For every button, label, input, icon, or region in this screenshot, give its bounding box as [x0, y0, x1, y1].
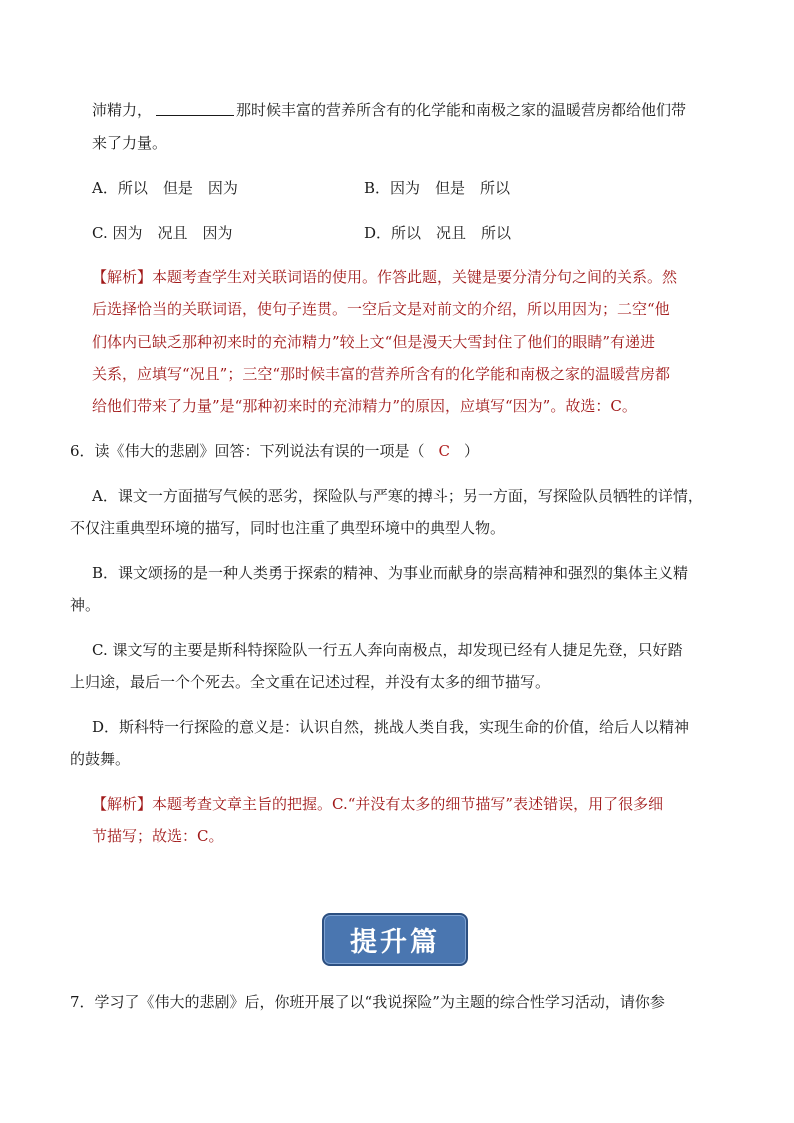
analysis-tag: 【解析】	[92, 795, 153, 813]
q5-option-c: C. 因为 况且 因为	[92, 224, 233, 242]
q5-stem-line-2: 来了力量。	[92, 134, 168, 152]
q5-option-d: D．所以 况且 所以	[364, 224, 512, 242]
q5-stem-line-1	[92, 99, 686, 121]
q6-answer: C	[438, 442, 451, 460]
q6-option-a-line-1: A．课文一方面描写气候的恶劣，探险队与严寒的搏斗；另一方面，写探险队员牺牲的详情，	[92, 487, 703, 505]
q5-analysis-text-1: 本题考查学生对关联词语的使用。作答此题，关键是要分清分句之间的关系。然	[152, 268, 678, 286]
q6-option-d-line-1: D．斯科特一行探险的意义是：认识自然，挑战人类自我，实现生命的价值，给后人以精神	[92, 718, 690, 736]
analysis-tag: 【解析】	[92, 268, 153, 286]
section-banner-label: 提升篇	[350, 927, 440, 958]
q5-analysis-line-1	[92, 266, 677, 288]
q6-option-c-line-1: C. 课文写的主要是斯科特探险队一行五人奔向南极点，却发现已经有人捷足先登，只好踏	[92, 641, 683, 659]
q7-stem-line-1: 7．学习了《伟大的悲剧》后，你班开展了以“我说探险”为主题的综合性学习活动，请你参	[70, 993, 665, 1011]
q5-analysis-line-5: 给他们带来了力量”是“那种初来时的充沛精力”的原因，应填写“因为”。故选：C。	[92, 397, 637, 415]
q6-stem	[70, 440, 479, 462]
q5-stem-rest: 那时候丰富的营养所含有的化学能和南极之家的温暖营房都给他们带	[236, 101, 687, 119]
q5-stem-start: 沛精力，	[92, 101, 153, 119]
q6-stem-close: ）	[464, 442, 480, 460]
q6-analysis-line-2: 节描写；故选：C。	[92, 827, 224, 845]
q6-analysis-line-1	[92, 793, 663, 815]
q5-option-a: A．所以 但是 因为	[92, 179, 238, 197]
q6-option-b-line-2: 神。	[70, 596, 101, 614]
q5-analysis-line-2: 后选择恰当的关联词语，使句子连贯。一空后文是对前文的介绍，所以用因为；二空“他	[92, 300, 670, 318]
q5-analysis-line-4: 关系，应填写“况且”；三空“那时候丰富的营养所含有的化学能和南极之家的温暖营房都	[92, 365, 671, 383]
section-banner	[322, 913, 468, 966]
q6-analysis-text-1: 本题考查文章主旨的把握。C.“并没有太多的细节描写”表述错误，用了很多细	[152, 795, 664, 813]
q5-option-b: B．因为 但是 所以	[364, 179, 511, 197]
fill-blank	[156, 100, 234, 116]
q6-stem-text: 6．读《伟大的悲剧》回答：下列说法有误的一项是（	[70, 442, 425, 460]
q5-analysis-line-3: 们体内已缺乏那种初来时的充沛精力”较上文“但是漫天大雪封住了他们的眼睛”有递进	[92, 333, 656, 351]
q6-option-a-line-2: 不仅注重典型环境的描写，同时也注重了典型环境中的典型人物。	[70, 519, 506, 537]
q6-option-b-line-1: B．课文颂扬的是一种人类勇于探索的精神、为事业而献身的崇高精神和强烈的集体主义精	[92, 564, 689, 582]
q6-option-d-line-2: 的鼓舞。	[70, 750, 131, 768]
q6-option-c-line-2: 上归途，最后一个个死去。全文重在记述过程，并没有太多的细节描写。	[70, 673, 551, 691]
